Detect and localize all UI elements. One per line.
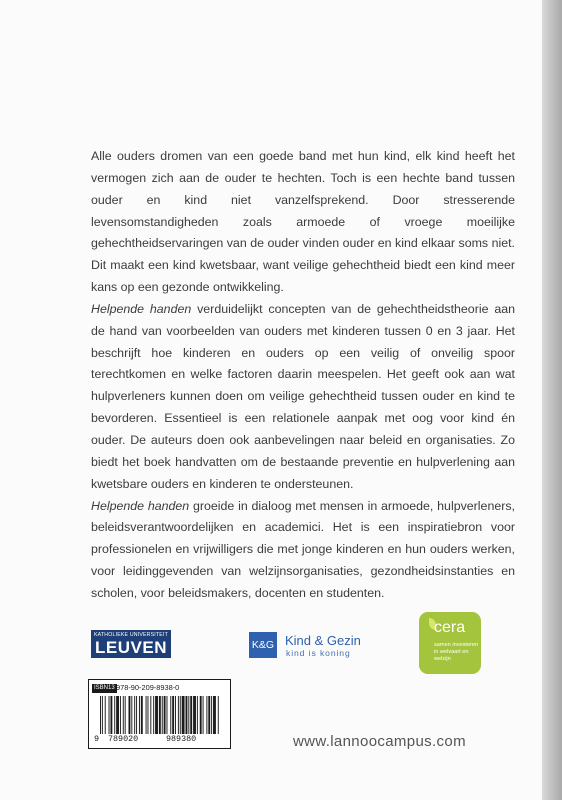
barcode-bars	[98, 696, 222, 734]
isbn-number: 978-90-209-8938-0	[116, 683, 180, 692]
blurb-paragraph-2	[91, 299, 515, 496]
barcode-bar	[206, 696, 207, 734]
cera-tagline: samen investeren in welvaart en welzijn	[434, 642, 479, 663]
barcode-bar	[146, 696, 147, 734]
kind-en-gezin-logo	[249, 632, 369, 660]
barcode-bar	[208, 696, 210, 734]
barcode-bar	[129, 696, 131, 734]
barcode-bar	[139, 696, 140, 734]
book-title: Helpende handen	[91, 301, 192, 316]
barcode-bar	[188, 696, 189, 734]
barcode-bar	[172, 696, 174, 734]
barcode-bar	[159, 696, 161, 734]
barcode-digit-first: 9	[94, 734, 100, 744]
barcode-bar	[197, 696, 198, 734]
barcode-bar	[178, 696, 179, 734]
barcode-bar	[131, 696, 132, 734]
barcode-bar	[218, 696, 219, 734]
barcode-bar	[153, 696, 154, 734]
leuven-name: LEUVEN	[95, 638, 167, 657]
ku-leuven-logo	[91, 630, 171, 658]
kg-name: Kind & Gezin	[285, 633, 361, 648]
barcode-bar	[182, 696, 185, 734]
barcode-bar	[100, 696, 101, 734]
kg-slogan: kind is koning	[286, 648, 351, 658]
barcode-bar	[148, 696, 149, 734]
barcode-bar	[125, 696, 126, 734]
barcode-bar	[167, 696, 168, 734]
barcode-bar	[213, 696, 216, 734]
barcode-bar	[136, 696, 137, 734]
blurb-paragraph-3-text: groeide in dialoog met mensen in armoede, hulpverleners, beleidsverantwoordelijken en academici. Het is een inspiratiebron voor professionelen en vrijwilligers die met jonge kinderen en hun ouders werken, voor leidinggevenden van welzijnsorganisaties, gezondheidsinstanties en scholen, voor beleidsmakers, docenten en studenten.	[91, 498, 515, 600]
barcode-bar	[203, 696, 204, 734]
barcode-bar	[110, 696, 112, 734]
book-spine-edge	[542, 0, 562, 800]
barcode-bar	[102, 696, 103, 734]
barcode-bar	[116, 696, 119, 734]
barcode-bar	[120, 696, 121, 734]
barcode-bar	[186, 696, 188, 734]
barcode-bar	[164, 696, 166, 734]
barcode-bar	[190, 696, 192, 734]
cera-logo	[419, 612, 481, 674]
isbn-label: ISBN13	[94, 685, 115, 691]
cera-name: cera	[434, 619, 466, 636]
barcode-bar	[123, 696, 124, 734]
isbn-barcode	[88, 679, 231, 749]
barcode-bar	[141, 696, 143, 734]
barcode-bar	[134, 696, 135, 734]
blurb-paragraph-3	[91, 496, 515, 605]
barcode-bar	[114, 696, 115, 734]
barcode-digits-right: 989380	[166, 734, 197, 744]
blurb-paragraph-2-text: verduidelijkt concepten van de gehechtheidstheorie aan de hand van voorbeelden van ouders met kinderen tussen 0 en 3 jaar. Het beschrijft hoe kinderen en ouders op een veilig of onveilig spoor terechtkomen en welke factoren daarin meespelen. Het geeft ook aan wat hulpverleners kunnen doen om veilige gehechtheid tussen ouder en kind te bevorderen. Essentieel is een relationele aanpak met oog voor kind én ouder. De auteurs doen ook aanbevelingen naar beleid en organisaties. Zo biedt het boek handvatten om de bestaande preventie en hulpverlening aan kwetsbare ouders en kinderen te ondersteunen.	[91, 301, 515, 491]
barcode-bar	[200, 696, 202, 734]
kg-mark: K&G	[249, 632, 277, 658]
barcode-bar	[211, 696, 212, 734]
barcode-bar	[150, 696, 151, 734]
barcode-bar	[170, 696, 171, 734]
blurb-paragraph-1: Alle ouders dromen van een goede band met hun kind, elk kind heeft het vermogen zich aan de ouder te hechten. Toch is een hechte band tussen ouder en kind niet vanzelfsprekend. Door stresserende levensomstandigheden zoals armoede of vroege moeilijke gehechtheidservaringen van de ouder vinden ouder en kind elkaar soms niet. Dit maakt een kind kwetsbaar, want veilige gehechtheid biedt een kind meer kans op een gezonde ontwikkeling.	[91, 149, 515, 295]
book-title: Helpende handen	[91, 498, 190, 513]
barcode-bar	[180, 696, 181, 734]
barcode-digits-left: 789020	[108, 734, 139, 744]
barcode-bar	[175, 696, 176, 734]
blurb-text	[91, 146, 515, 605]
leuven-subtitle: KATHOLIEKE UNIVERSITEIT	[94, 632, 168, 638]
barcode-bar	[193, 696, 196, 734]
barcode-bar	[105, 696, 106, 734]
barcode-bar	[109, 696, 110, 734]
barcode-bar	[155, 696, 158, 734]
publisher-website[interactable]: www.lannoocampus.com	[293, 733, 466, 750]
barcode-bar	[162, 696, 163, 734]
